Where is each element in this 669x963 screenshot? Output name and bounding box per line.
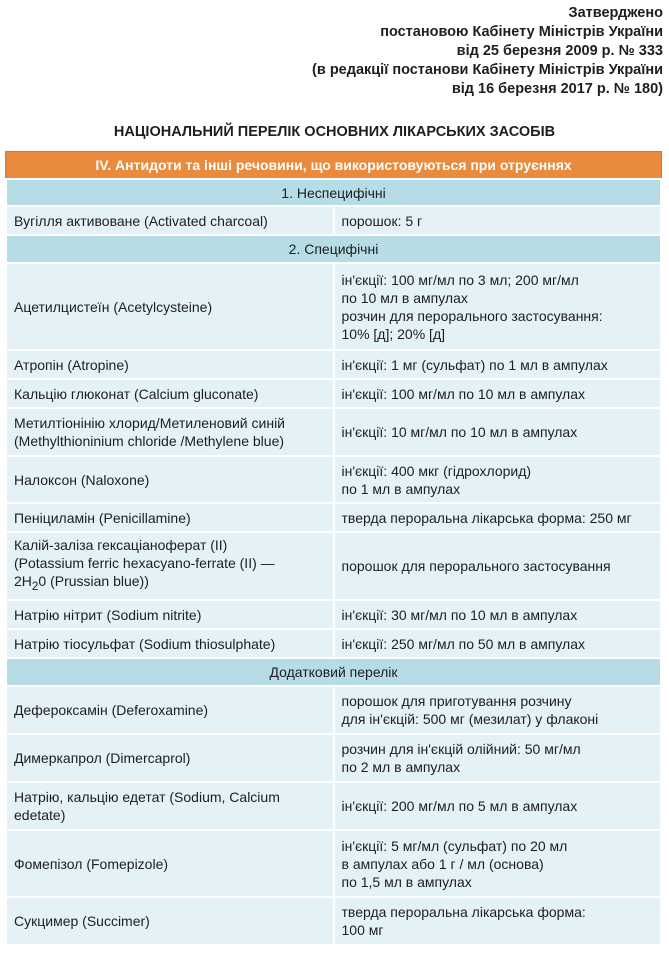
drug-name: Кальцію глюконат (Calcium gluconate) — [6, 379, 334, 408]
dosage-form: порошок для перорального застосування — [334, 532, 662, 600]
dosage-line: тверда пероральна лікарська форма: — [341, 904, 586, 920]
dosage-line: розчин для ін'єкцій олійний: 50 мг/мл — [341, 741, 581, 757]
dosage-line: ін'єкції: 100 мг/мл по 3 мл; 200 мг/мл — [341, 271, 579, 288]
table-row — [6, 830, 661, 897]
dosage-line: порошок для приготування розчину — [341, 693, 572, 709]
dosage-line: 10% [д]; 20% [д] — [341, 325, 445, 342]
drug-name: Фомепізол (Fomepizole) — [6, 830, 334, 897]
dosage-line: в ампулах або 1 г / мл (основа) — [341, 855, 544, 872]
table-row — [6, 456, 661, 503]
group-header-row — [6, 179, 661, 206]
drug-line: Натрію, кальцію едетат (Sodium, Calcium — [14, 789, 280, 805]
drug-name — [6, 782, 334, 830]
dosage-form — [334, 686, 662, 734]
table-row — [6, 206, 661, 235]
dosage-line: по 1,5 мл в ампулах — [341, 873, 472, 890]
dosage-form: ін'єкції: 200 мг/мл по 5 мл в ампулах — [334, 782, 662, 830]
dosage-form: тверда пероральна лікарська форма: 250 мг — [334, 503, 662, 532]
drug-name: Сукцимер (Succimer) — [6, 897, 334, 945]
approval-block — [0, 0, 669, 104]
medicines-table — [5, 151, 662, 946]
dosage-line: 100 мг — [341, 922, 384, 938]
approval-line: (в редакції постанови Кабінету Міністрів України — [312, 62, 663, 78]
drug-name: Дефероксамін (Deferoxamine) — [6, 686, 334, 734]
table-row — [6, 503, 661, 532]
dosage-form — [334, 263, 662, 350]
drug-line: (Methylthioninium chloride /Methylene blue) — [14, 433, 285, 449]
table-row — [6, 532, 661, 600]
drug-name: Натрію тіосульфат (Sodium thiosulphate) — [6, 629, 334, 658]
dosage-form — [334, 734, 662, 782]
drug-name: Налоксон (Naloxone) — [6, 456, 334, 503]
dosage-form — [334, 456, 662, 503]
dosage-line: по 1 мл в ампулах — [341, 480, 461, 497]
group-header-row — [6, 235, 661, 263]
table-row — [6, 600, 661, 629]
formula-part: 0 (Prussian blue)) — [38, 573, 149, 590]
approval-line: постановою Кабінету Міністрів України — [380, 24, 663, 40]
table-row — [6, 782, 661, 830]
table-row — [6, 379, 661, 408]
drug-line: (Potassium ferric hexacyano-ferrate (II) — — [14, 555, 275, 572]
table-row — [6, 408, 661, 456]
table-row — [6, 734, 661, 782]
dosage-line: ін'єкції: 400 мкг (гідрохлорид) — [341, 462, 532, 479]
dosage-line: розчин для перорального застосування: — [341, 307, 603, 324]
drug-name: Димеркапрол (Dimercaprol) — [6, 734, 334, 782]
formula-subscript: 2 — [31, 579, 39, 593]
drug-line: Метилтіонінію хлорид/Метиленовий синій — [14, 415, 285, 431]
dosage-line: по 10 мл в ампулах — [341, 289, 468, 306]
section-header: IV. Антидоти та інші речовини, що використовуються при отруєннях — [5, 151, 662, 178]
drug-name: Вугілля активоване (Activated charcoal) — [6, 206, 334, 235]
approval-line: від 25 березня 2009 р. № 333 — [456, 43, 663, 59]
drug-name: Атропін (Atropine) — [6, 350, 334, 379]
drug-line — [14, 572, 326, 596]
dosage-form: ін'єкції: 100 мг/мл по 10 мл в ампулах — [334, 379, 662, 408]
drug-name: Ацетилцистеїн (Acetylcysteine) — [6, 263, 334, 350]
dosage-form: ін'єкції: 30 мг/мл по 10 мл в ампулах — [334, 600, 662, 629]
drug-line: edetate) — [14, 807, 66, 823]
dosage-line: ін'єкції: 5 мг/мл (сульфат) по 20 мл — [341, 837, 568, 854]
drug-name: Пеніциламін (Penicillamine) — [6, 503, 334, 532]
group-header: Додатковий перелік — [6, 658, 661, 686]
dosage-line: по 2 мл в ампулах — [341, 759, 461, 775]
dosage-form: ін'єкції: 250 мг/мл по 50 мл в ампулах — [334, 629, 662, 658]
table-row — [6, 263, 661, 350]
dosage-form: ін'єкції: 1 мг (сульфат) по 1 мл в ампулах — [334, 350, 662, 379]
table-row — [6, 629, 661, 658]
approval-line: Затверджено — [568, 5, 663, 21]
group-header: 2. Специфічні — [6, 235, 661, 263]
dosage-line: для ін'єкцій: 500 мг (мезилат) у флаконі — [341, 711, 599, 727]
dosage-form: ін'єкції: 10 мг/мл по 10 мл в ампулах — [334, 408, 662, 456]
table-row — [6, 686, 661, 734]
table-row — [6, 350, 661, 379]
table-row — [6, 897, 661, 945]
formula-part: 2H — [14, 573, 32, 590]
dosage-form: порошок: 5 г — [334, 206, 662, 235]
group-header-row — [6, 658, 661, 686]
drug-name: Натрію нітрит (Sodium nitrite) — [6, 600, 334, 629]
document-title: НАЦІОНАЛЬНИЙ ПЕРЕЛІК ОСНОВНИХ ЛІКАРСЬКИХ ЗАСОБІВ — [113, 124, 556, 140]
group-header: 1. Неспецифічні — [6, 179, 661, 206]
drug-name — [6, 408, 334, 456]
drug-name — [6, 532, 334, 600]
drug-line: Калій-заліза гексаціаноферат (II) — [14, 537, 228, 554]
dosage-form — [334, 830, 662, 897]
dosage-form — [334, 897, 662, 945]
approval-line: від 16 березня 2017 р. № 180) — [451, 81, 663, 97]
